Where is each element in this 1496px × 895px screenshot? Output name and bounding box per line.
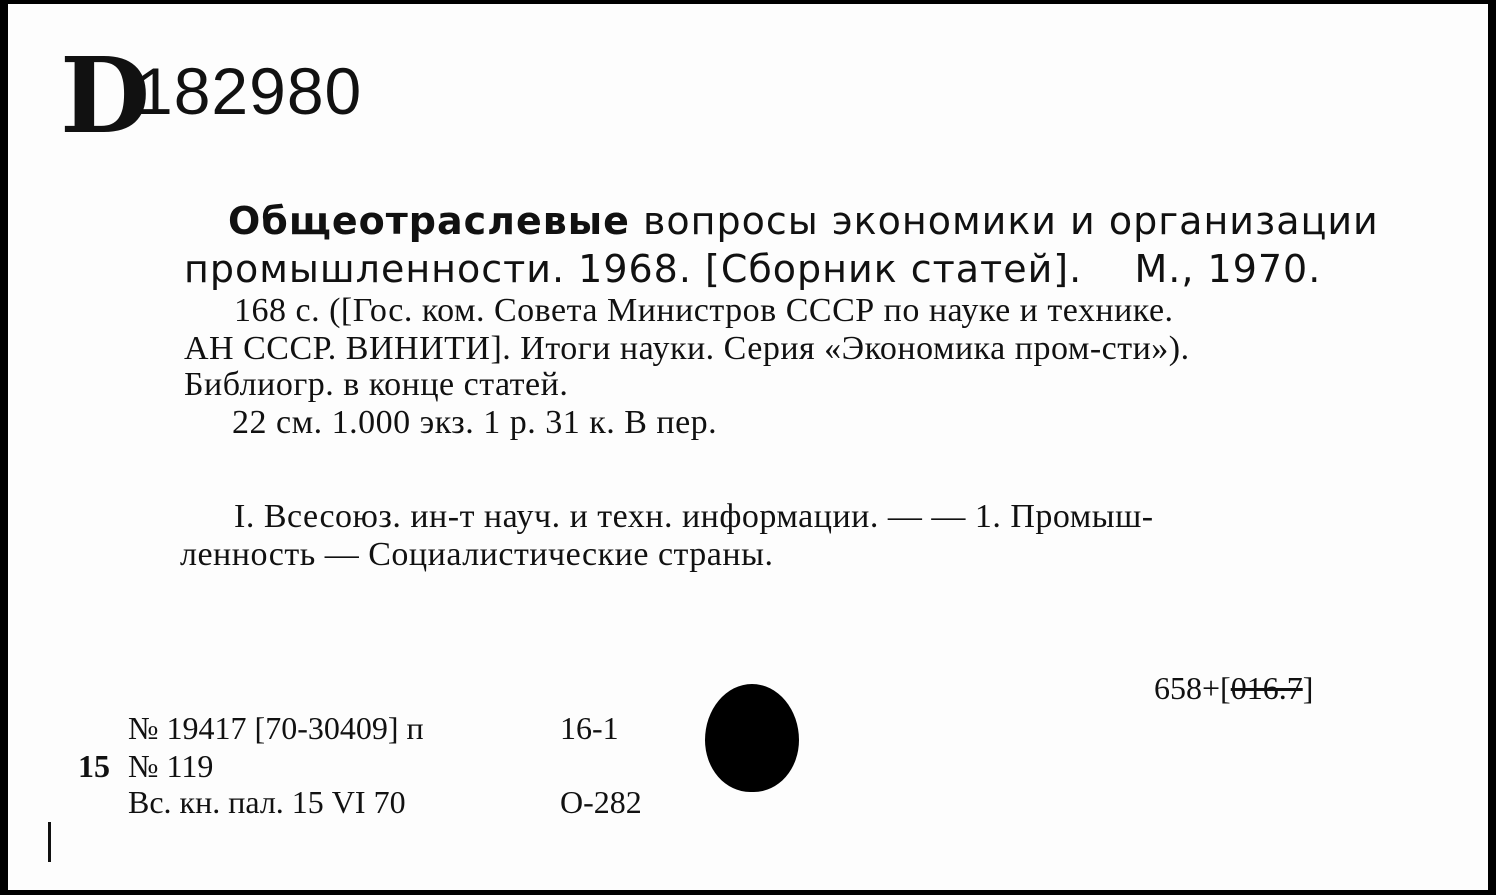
- shelf-code-1: 16-1: [560, 710, 619, 746]
- shelf-code-2: О-282: [560, 784, 642, 820]
- title-line-2: промышленности. 1968. [Сборник статей]. М., 1970.: [184, 247, 1322, 291]
- shelf-line-3: Вс. кн. пал. 15 VI 70: [128, 784, 406, 820]
- shelf-line-1: № 19417 [70-30409] п: [128, 710, 424, 746]
- classification-bracket-open: [: [1220, 670, 1231, 706]
- pencil-mark: [48, 822, 51, 862]
- card-number: 182980: [136, 54, 363, 128]
- subjects-line-2: ленность — Социалистические страны.: [180, 536, 774, 573]
- subjects-line-1: I. Всесоюз. ин-т науч. и техн. информации. — — 1. Промыш-: [234, 498, 1154, 535]
- description-line-3: Библиогр. в конце статей.: [184, 366, 569, 403]
- description-line-4: 22 см. 1.000 экз. 1 р. 31 к. В пер.: [232, 404, 718, 441]
- classification-main: 658+: [1154, 670, 1221, 706]
- title-line-1-rest: вопросы экономики и организации: [629, 199, 1379, 243]
- classification-struck: 016.7: [1230, 670, 1303, 706]
- classification-code: [1154, 672, 1313, 704]
- title-line-1: [228, 199, 1379, 243]
- catalog-card: [8, 4, 1488, 890]
- description-line-2: АН СССР. ВИНИТИ]. Итоги науки. Серия «Экономика пром-сти»).: [184, 330, 1190, 367]
- shelf-line-2-prefix: 15: [78, 748, 110, 784]
- title-main-word: Общеотраслевые: [228, 199, 630, 243]
- punch-hole: [705, 684, 799, 792]
- classification-bracket-close: ]: [1302, 670, 1314, 706]
- description-line-1: 168 с. ([Гос. ком. Совета Министров СССР по науке и технике.: [234, 292, 1174, 329]
- shelf-line-2: № 119: [128, 748, 214, 784]
- card-letter: D: [60, 34, 149, 157]
